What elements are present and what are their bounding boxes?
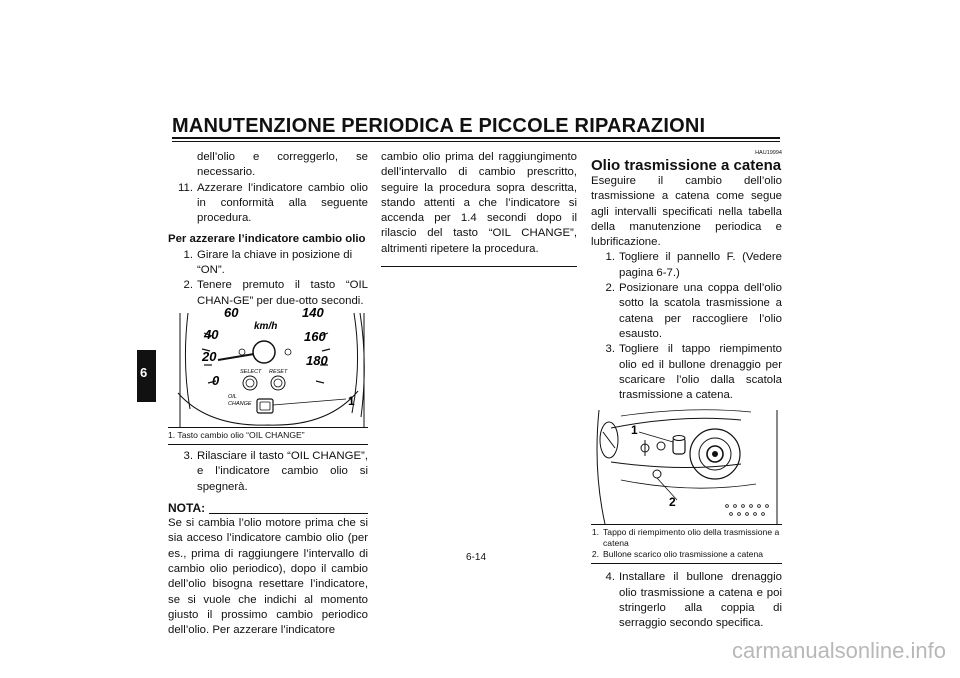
callout-2: 2 [669,495,676,510]
figure-rule [591,524,782,525]
list-text: Togliere il tappo riempimento olio ed il bullone drenaggio per scaricare l’olio dalla scatola trasmissione a catena. [619,343,782,402]
list-text: Installare il bullone drenaggio olio trasmissione a catena e poi stringerlo alla coppia di serraggio secondo specifica. [619,571,782,630]
list-number: 4. [605,571,615,584]
figure-caption: 1. Tasto cambio olio “OIL CHANGE” [168,429,305,440]
list-number: 1. [183,248,193,261]
page-number: 6-14 [466,552,487,563]
list-item [591,250,782,281]
caption-text: Bullone scarico olio trasmissione a catena [603,549,764,560]
speedometer-figure [168,304,368,427]
callout-number: 1 [348,393,355,408]
oil-change-button [257,399,273,413]
list-item [591,281,782,342]
caption-rule [591,563,782,564]
chain-case-figure [591,410,782,524]
note-text: Se si cambia l’olio motore prima che si sia acceso l’indicatore cambio olio (per es., prima di raggiungere l’intervallo di cambio olio periodico), dopo il cambio dell’olio bisogna resettare l’indicatore, se si vuole che indichi al momento giusto il prossimo cambio periodico dell’olio. Per azzerare l’indicatore [168,517,368,637]
list-text: Tenere premuto il tasto “OIL CHAN-GE” per due-otto secondi. [197,279,368,307]
list-number: 3. [605,343,615,356]
select-label: SELECT [240,368,262,375]
list-item [168,449,368,495]
change-label: CHANGE [228,400,252,407]
watermark: carmanualsonline.info [731,638,946,663]
list-item [591,342,782,403]
speed-140: 140 [302,304,324,320]
reference-code: HAU19994 [755,150,782,156]
note-label: NOTA: [168,500,206,515]
speedometer-illustration [168,304,368,427]
speed-180: 180 [306,352,328,368]
section-heading: Olio trasmissione a catena [591,157,782,174]
speed-0: 0 [212,372,220,388]
section-intro: Eseguire il cambio dell’olio trasmissione a catena come segue agli intervalli specificati nella tabella della manutenzione periodica e lubrificazione. [591,175,782,249]
chapter-number: 6 [140,365,148,380]
caption-text: Tappo di riempimento olio della trasmissione a catena [603,527,780,549]
note-rule [209,513,368,514]
list-number: 1. [605,251,615,264]
reset-heading: Per azzerare l’indicatore cambio olio [168,233,366,246]
speed-40: 40 [204,326,219,342]
select-button [243,376,257,390]
list-number: 2. [183,279,193,292]
header-rule [172,137,780,139]
caption-number: 1. [591,527,599,538]
caption-rule [168,444,368,445]
speed-160: 160 [304,328,326,344]
list-item [168,248,368,279]
list-text: Rilasciare il tasto “OIL CHANGE”, e l’indicatore cambio olio si spegnerà. [197,449,368,493]
list-number: 3. [183,449,193,462]
caption-number: 2. [591,549,599,560]
caption-item [591,527,782,549]
needle-hub [253,341,275,363]
drain-bolt [653,470,661,478]
reset-button [271,376,285,390]
chain-case-illustration [591,410,782,524]
note-continuation: cambio olio prima del raggiungimento dell’intervallo di cambio prescritto, seguire la procedura sopra descritta, stando attenti a che l’indicatore si accenda per 1.4 secondi dopo il rilascio del tasto “OIL CHANGE”, altrimenti ripetere la procedura. [381,151,577,255]
list-item [168,278,368,309]
note-end-rule [381,266,577,267]
intro-continuation: dell’olio e correggerlo, se necessario. [197,151,368,179]
list-item [168,181,368,227]
list-text: Girare la chiave in posizione di “ON”. [197,248,353,277]
callout-leader [273,399,346,405]
caption-item [591,549,782,560]
list-number: 2. [605,282,615,295]
list-text: Togliere il pannello F. (Vedere pagina 6-7.) [619,251,782,279]
callout-leader-1 [639,432,673,442]
column-1 [168,150,368,639]
speed-60: 60 [224,304,239,320]
oil-label: OIL [228,393,237,400]
list-number: 11. [178,181,193,194]
column-3 [591,150,782,632]
column-2 [381,150,577,267]
figure-rule [168,427,368,428]
speedometer-needle [218,354,254,360]
header-rule-thin [172,141,780,142]
list-text: Posizionare una coppa dell’olio sotto la scatola trasmissione a catena per raccogliere l’olio esausto. [619,282,782,340]
callout-1: 1 [631,423,638,438]
list-item [591,570,782,631]
page-title: MANUTENZIONE PERIODICA E PICCOLE RIPARAZIONI [172,115,706,137]
note-heading [168,501,368,516]
speed-unit: km/h [254,320,278,332]
list-text: Azzerare l’indicatore cambio olio in conformità alla seguente procedura. [197,181,368,225]
speed-20: 20 [202,348,217,364]
reset-label: RESET [269,368,288,375]
